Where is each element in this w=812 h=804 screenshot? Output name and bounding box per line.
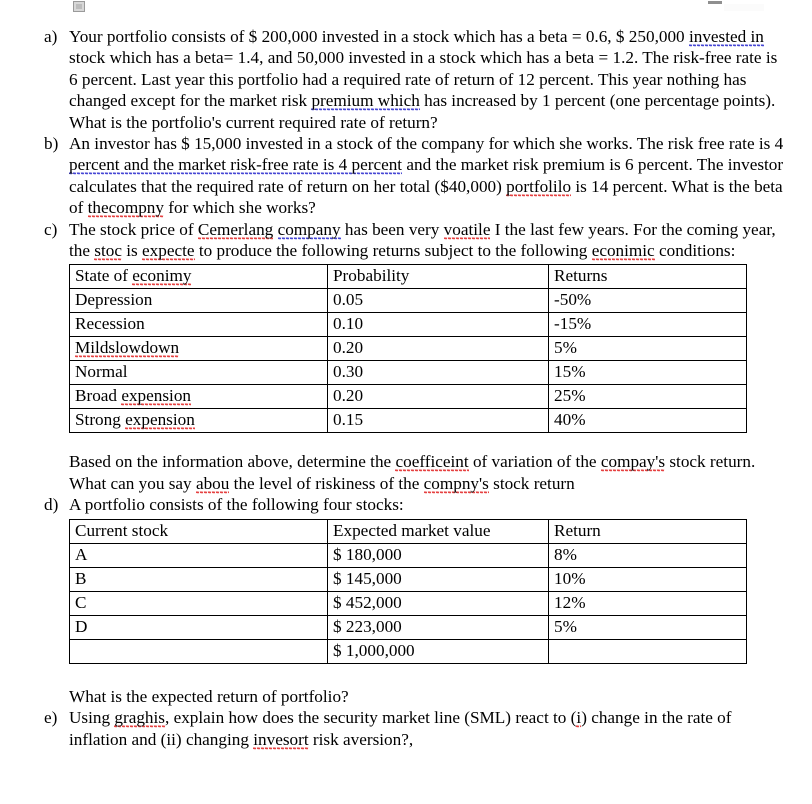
cell-returns: 5%	[549, 337, 747, 361]
question-item-a	[0, 26, 812, 133]
cell-returns: -50%	[549, 289, 747, 313]
question-text-e: Using graghis, explain how does the security market line (SML) react to (i) change in the rate of inflation and (ii) changing invesort risk aversion?,	[69, 708, 732, 749]
spelling-error-mark: expension	[121, 386, 192, 406]
expected-return-paragraph	[0, 686, 812, 707]
question-marker-c: c)	[44, 219, 58, 239]
cell-state	[70, 337, 328, 361]
cell-current-stock: D	[70, 615, 328, 639]
spacer-after-returns-table	[0, 433, 812, 451]
cell-returns: -15%	[549, 313, 747, 337]
grammar-error-mark: company	[277, 219, 341, 239]
spelling-error-mark: expension	[125, 410, 195, 430]
column-header-state	[70, 265, 328, 289]
portfolio-table	[69, 519, 747, 664]
returns-table	[69, 264, 747, 433]
returns-table-rows	[70, 289, 747, 433]
question-item-b	[0, 133, 812, 219]
spelling-error-mark: portfolilo	[506, 176, 572, 196]
spelling-error-mark: coefficeint	[395, 452, 469, 472]
table-header-row	[70, 265, 747, 289]
column-header-return: Return	[549, 519, 747, 543]
portfolio-table-rows	[70, 543, 747, 663]
grammar-error-mark: invested in	[688, 27, 764, 46]
spelling-error-mark: econimy	[132, 266, 192, 286]
table-row	[70, 313, 747, 337]
question-item-d	[0, 494, 812, 515]
cell-return: 10%	[549, 567, 747, 591]
cell-probability: 0.15	[328, 409, 549, 433]
cell-returns: 15%	[549, 361, 747, 385]
grammar-error-mark: premium which	[311, 91, 420, 111]
cell-current-stock: B	[70, 567, 328, 591]
cell-state: Strong expension	[70, 409, 328, 433]
spelling-error-mark: compay's	[600, 452, 666, 472]
question-marker-b: b)	[44, 134, 59, 154]
cell-expected-market-value: $ 145,000	[328, 567, 549, 591]
coefficient-of-variation-paragraph	[0, 451, 812, 494]
cell-state: Depression	[70, 289, 328, 313]
portfolio-table-body	[70, 519, 747, 543]
question-marker-a: a)	[44, 27, 58, 46]
cell-expected-market-value: $ 223,000	[328, 615, 549, 639]
table-row	[70, 409, 747, 433]
minimize-window-icon[interactable]	[708, 1, 722, 4]
cell-probability: 0.20	[328, 385, 549, 409]
spelling-error-mark: compny's	[423, 473, 489, 493]
cell-probability: 0.05	[328, 289, 549, 313]
table-row	[70, 591, 747, 615]
question-marker-d: d)	[44, 495, 59, 515]
chrome-ghost-remnant	[724, 4, 764, 11]
cell-probability: 0.20	[328, 337, 549, 361]
column-header-probability: Probability	[328, 265, 549, 289]
cell-state: Normal	[70, 361, 328, 385]
cell-probability: 0.30	[328, 361, 549, 385]
question-text-d: A portfolio consists of the following four stocks:	[69, 495, 404, 515]
table-row	[70, 385, 747, 409]
grammar-error-mark: percent and the market risk-free rate is 4 percent	[69, 155, 403, 175]
table-row	[70, 289, 747, 313]
document-body	[0, 26, 812, 750]
cell-return: 8%	[549, 543, 747, 567]
cell-current-stock	[70, 639, 328, 663]
cell-return: 12%	[549, 591, 747, 615]
cell-state: Recession	[70, 313, 328, 337]
spelling-error-mark: stoc	[94, 241, 122, 261]
cell-state: Broad expension	[70, 385, 328, 409]
cell-current-stock: C	[70, 591, 328, 615]
spelling-error-mark: Mildslowdown	[75, 338, 180, 358]
spelling-error-mark: thecompny	[87, 198, 164, 218]
cell-returns: 25%	[549, 385, 747, 409]
spelling-error-mark: abou	[195, 473, 230, 493]
table-row	[70, 361, 747, 385]
cell-returns: 40%	[549, 409, 747, 433]
question-item-e	[0, 707, 812, 750]
table-row	[70, 639, 747, 663]
column-header-state-label: State of econimy	[75, 266, 192, 286]
window-chrome-strip	[0, 0, 812, 16]
table-row	[70, 543, 747, 567]
spelling-error-mark: econimic	[591, 241, 655, 261]
spacer-after-portfolio-table	[0, 664, 812, 686]
table-row	[70, 337, 747, 361]
coefficient-of-variation-text: Based on the information above, determine the coefficeint of variation of the compay's stock return. What can you say abou the level of riskiness of the compny's stock return	[69, 452, 756, 493]
table-row	[70, 615, 747, 639]
spelling-error-mark: expecte	[142, 241, 195, 261]
spelling-error-mark: voatile	[443, 219, 491, 239]
column-header-current-stock: Current stock	[70, 519, 328, 543]
cell-current-stock: A	[70, 543, 328, 567]
column-header-expected-market-value: Expected market value	[328, 519, 549, 543]
column-header-returns: Returns	[549, 265, 747, 289]
cell-return	[549, 639, 747, 663]
returns-table-body	[70, 265, 747, 289]
question-marker-e: e)	[44, 708, 58, 728]
cell-expected-market-value: $ 1,000,000	[328, 639, 549, 663]
question-item-c	[0, 219, 812, 262]
cell-probability: 0.10	[328, 313, 549, 337]
spelling-error-mark: invesort	[253, 729, 309, 749]
table-row	[70, 567, 747, 591]
question-text-b: An investor has $ 15,000 invested in a stock of the company for which she works. The risk free rate is 4 percent and the market risk-free rate is 4 percent and the market risk premium is 6 percent. The investor calculates that the required rate of return on her total ($40,000) portfolilo is 14 percent. What is the beta of thecompny for which she works?	[69, 134, 784, 218]
cell-expected-market-value: $ 452,000	[328, 591, 549, 615]
expected-return-text: What is the expected return of portfolio?	[69, 686, 349, 706]
cell-expected-market-value: $ 180,000	[328, 543, 549, 567]
spelling-error-mark: graghis	[114, 708, 165, 728]
restore-window-icon[interactable]	[73, 1, 85, 12]
table-header-row	[70, 519, 747, 543]
spelling-error-mark: i	[576, 708, 582, 728]
cell-return: 5%	[549, 615, 747, 639]
question-text-a: Your portfolio consists of $ 200,000 invested in a stock which has a beta = 0.6, $ 250,000 invested in stock which has a beta= 1.4, and 50,000 invested in a stock which has a beta = 1.2. The risk-free rate is 6 percent. Last year this portfolio had a required rate of return of 12 percent. This year nothing has changed except for the market risk premium which has increased by 1 percent (one percentage points). What is the portfolio's current required rate of return?	[69, 27, 778, 132]
question-text-c: The stock price of Cemerlang company has been very voatile I the last few years. For the coming year, the stoc is expecte to produce the following returns subject to the following econimic conditions:	[69, 219, 776, 261]
spelling-error-mark: Cemerlang	[197, 219, 274, 239]
